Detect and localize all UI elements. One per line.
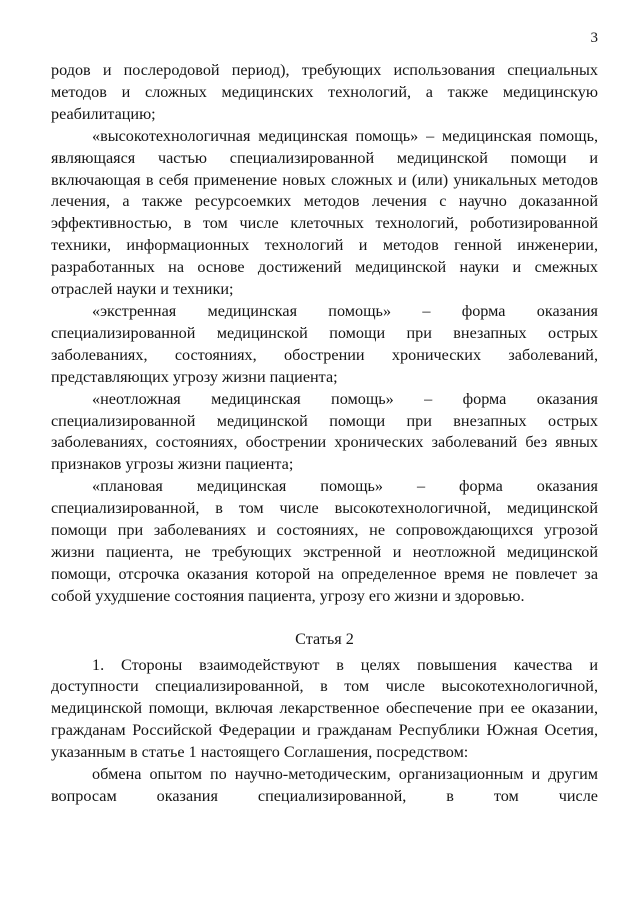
definition-urgent-care: «неотложная медицинская помощь» – форма оказания специализированной медицинской помощи при внезапных острых заболеваниях, состояниях, обострении хронических заболеваний без явных признаков угрозы жизни пациента;: [51, 389, 598, 474]
article-paragraph: 1. Стороны взаимодействуют в целях повышения качества и доступности специализированной, в том числе высокотехнологичной, медицинской помощи, включая лекарственное обеспечение при ее оказании, гражданам Российской Федерации и гражданам Республики Южная Осетия, указанным в статье 1 настоящего Соглашения, посредством:: [51, 655, 598, 762]
definition-high-tech-care: «высокотехнологичная медицинская помощь» – медицинская помощь, являющаяся частью специализированной медицинской помощи и включающая в себя применение новых сложных и (или) уникальных методов лечения, а также ресурсоемких методов лечения с научно доказанной эффективностью, в том числе клеточных технологий, роботизированной техники, информационных технологий и методов генной инженерии, разработанных на основе достижений медицинской науки и смежных отраслей науки и техники;: [51, 126, 598, 299]
article-heading: Статья 2: [295, 629, 354, 648]
paragraph-continuation: родов и послеродовой период), требующих использования специальных методов и сложных медицинских технологий, а также медицинскую реабилитацию;: [51, 61, 598, 123]
article-paragraph: обмена опытом по научно-методическим, организационным и другим вопросам оказания специализированной, в том числе: [51, 765, 598, 805]
page-number: 3: [590, 30, 598, 46]
definition-emergency-care: «экстренная медицинская помощь» – форма оказания специализированной медицинской помощи при внезапных острых заболеваниях, состояниях, обострении хронических заболеваний, представляющих угрозу жизни пациента;: [51, 301, 598, 386]
document-body: [51, 60, 598, 808]
definition-planned-care: «плановая медицинская помощь» – форма оказания специализированной, в том числе высокотехнологичной, медицинской помощи при заболеваниях и состояниях, не сопровождающихся угрозой жизни пациента, не требующих экстренной и неотложной медицинской помощи, отсрочка оказания которой на определенное время не повлечет за собой ухудшение состояния пациента, угрозу его жизни и здоровью.: [51, 477, 598, 605]
